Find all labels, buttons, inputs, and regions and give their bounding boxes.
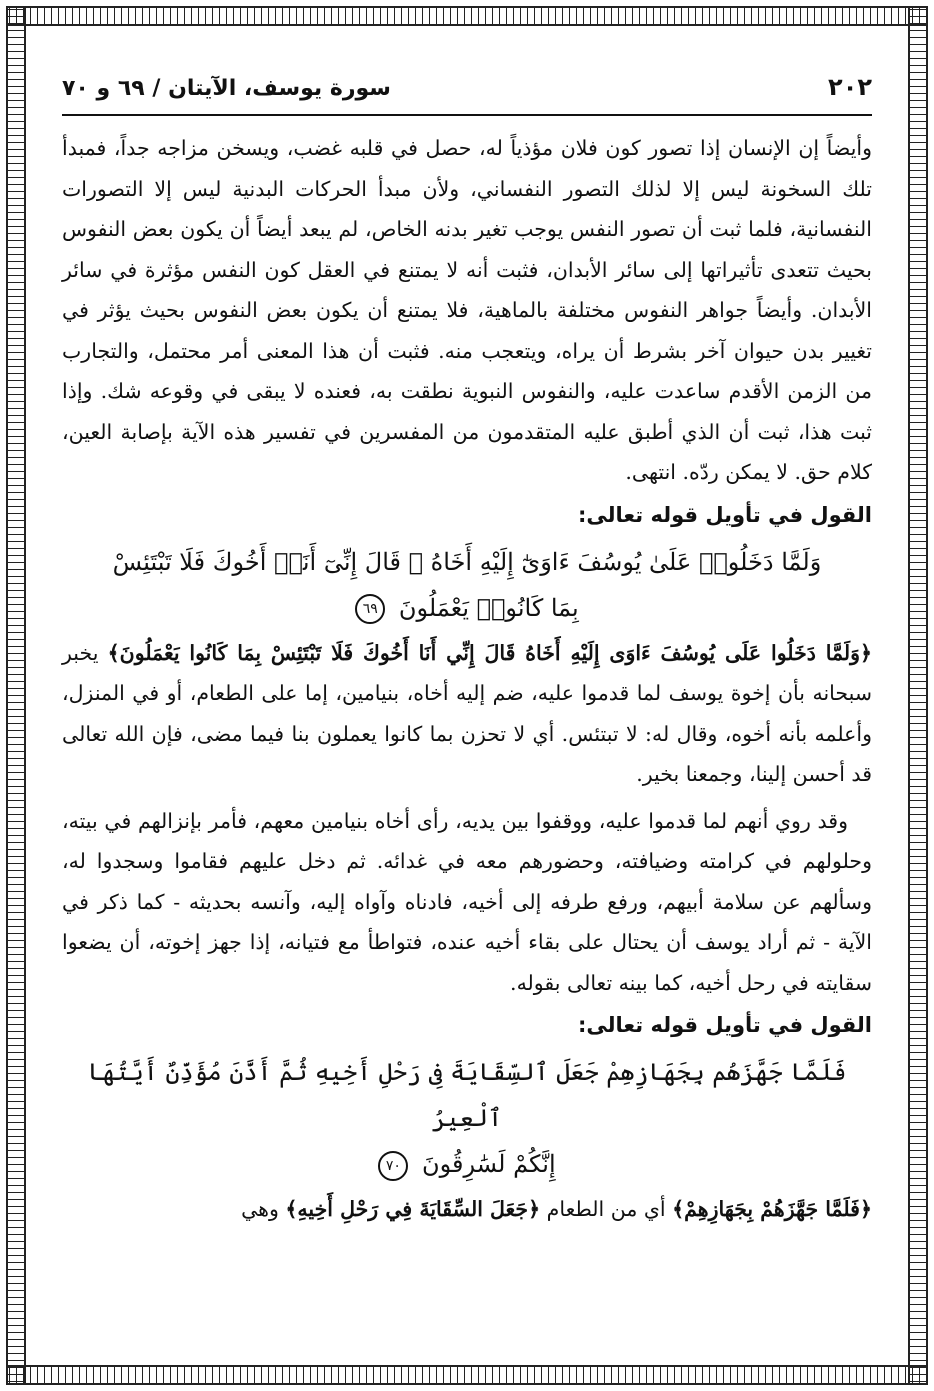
- verse-quote: ﴿جَعَلَ السِّقَايَةَ فِي رَحْلِ أَخِيهِ﴾: [285, 1197, 541, 1221]
- section-heading: القول في تأويل قوله تعالى:: [578, 502, 872, 527]
- verse-quote: ﴿فَلَمَّا جَهَّزَهُمْ بِجَهَازِهِمْ﴾: [672, 1197, 872, 1221]
- surah-title: سورة يوسف، الآيتان / ٦٩ و ٧٠: [62, 76, 391, 101]
- section-heading: القول في تأويل قوله تعالى:: [578, 1013, 872, 1037]
- page-content: [62, 128, 872, 1230]
- verse-line: فَلَمَّا جَهَّزَهُم بِجَهَازِهِمْ جَعَلَ ٱلسِّقَايَةَ فِى رَحْلِ أَخِيهِ ثُمَّ أَذَّنَ مُؤَذِّنٌ أَيَّتُهَا ٱلْعِيرُ: [87, 1058, 847, 1132]
- verse-line: [82, 1141, 852, 1187]
- body-paragraph: وقد روي أنهم لما قدموا عليه، ووقفوا بين يديه، رأى أخاه بنيامين معهم، فأمر بإنزالهم في بيته، وحلولهم في كرامته وضيافته، وحضورهم معه في غدائه. ثم دخل عليهم فقاموا وسجدوا له، وسألهم عن سلامة أبيهم، ورفع طرفه إلى أخيه، فادناه وآواه إليه، وآنسه بحديثه - كما ذكر في الآية - ثم أراد يوسف أن يحتال على بقاء أخيه عنده، فتواطأ مع فتيانه، إذا جهز إخوته، أن يضعوا سقايته في رحل أخيه، كما بينه تعالى بقوله.: [62, 808, 872, 995]
- body-paragraph: وأيضاً إن الإنسان إذا تصور كون فلان مؤذياً له، حصل في قلبه غضب، ويسخن مزاجه جداً، فمبدأ تلك السخونة ليس إلا لذلك التصور النفساني، ولأن مبدأ الحركات البدنية ليس إلا التصورات النفسانية، فلما ثبت أن تصور النفس يوجب تغير بدنه الخاص، لم يبعد أيضاً أن يكون بعض النفوس بحيث تتعدى تأثيراتها إلى سائر الأبدان، فثبت أنه لا يمتنع في العقل كون النفس مؤثرة في سائر الأبدان. وأيضاً جواهر النفوس مختلفة بالماهية، فلا يمتنع أن يكون بعض النفوس بحيث يؤثر في تغيير بدن حيوان آخر بشرط أن يراه، ويتعجب منه. فثبت أن هذا المعنى أمر محتمل، والتجارب من الزمن الأقدم ساعدت عليه، والنفوس النبوية نطقت به، فعنده لا يبقى في وقوعه شك. وإذا ثبت هذا، ثبت أن الذي أطبق عليه المتقدمون من المفسرين في تفسير هذه الآية بإصابة العين، كلام حق. لا يمكن ردّه. انتهى.: [62, 136, 872, 484]
- verse-line: وَلَمَّا دَخَلُوا۟ عَلَىٰ يُوسُفَ ءَاوَىٰٓ إِلَيْهِ أَخَاهُ ۖ قَالَ إِنِّىٓ أَنَا۠ أَخُوكَ فَلَا تَبْتَئِسْ: [112, 547, 822, 576]
- commentary-text: وهي: [241, 1197, 279, 1221]
- verse-line: [82, 585, 852, 631]
- commentary-text: يخبر سبحانه بأن إخوة يوسف لما قدموا عليه، ضم إليه أخاه، بنيامين، إما على الطعام، أو في المنزل، وأعلمه بأنه أخوه، وقال له: لا تبتئس. أي لا تحزن بما كانوا يعملون بنا فيما مضى، فإن الله تعالى قد أحسن إلينا، وجمعنا بخير.: [62, 640, 872, 786]
- quran-verse: [82, 1049, 852, 1187]
- page-border-left: [6, 6, 26, 1385]
- verse-text: بِمَا كَانُوا۟ يَعْمَلُونَ: [398, 593, 579, 622]
- page-number: ٢٠٢: [828, 73, 872, 101]
- ayah-number-marker: ٦٩: [355, 594, 385, 624]
- page-border-right: [908, 6, 928, 1385]
- quran-verse: [82, 539, 852, 631]
- commentary-text: أي من الطعام: [546, 1197, 666, 1221]
- book-page: [62, 60, 872, 1351]
- commentary-paragraph: [62, 633, 872, 795]
- commentary-paragraph: [62, 1189, 872, 1230]
- verse-quote: ﴿وَلَمَّا دَخَلُوا عَلَى يُوسُفَ ءَاوَى إِلَيْهِ أَخَاهُ قَالَ إِنِّي أَنَا أَخُوكَ فَلَا تَبْتَئِسْ بِمَا كَانُوا يَعْمَلُونَ﴾: [107, 640, 872, 665]
- page-border-top: [6, 6, 928, 26]
- ayah-number-marker: ٧٠: [378, 1151, 408, 1181]
- page-border-bottom: [6, 1365, 928, 1385]
- running-header: [62, 60, 872, 116]
- verse-text: إِنَّكُمْ لَسَٰرِقُونَ: [421, 1150, 556, 1178]
